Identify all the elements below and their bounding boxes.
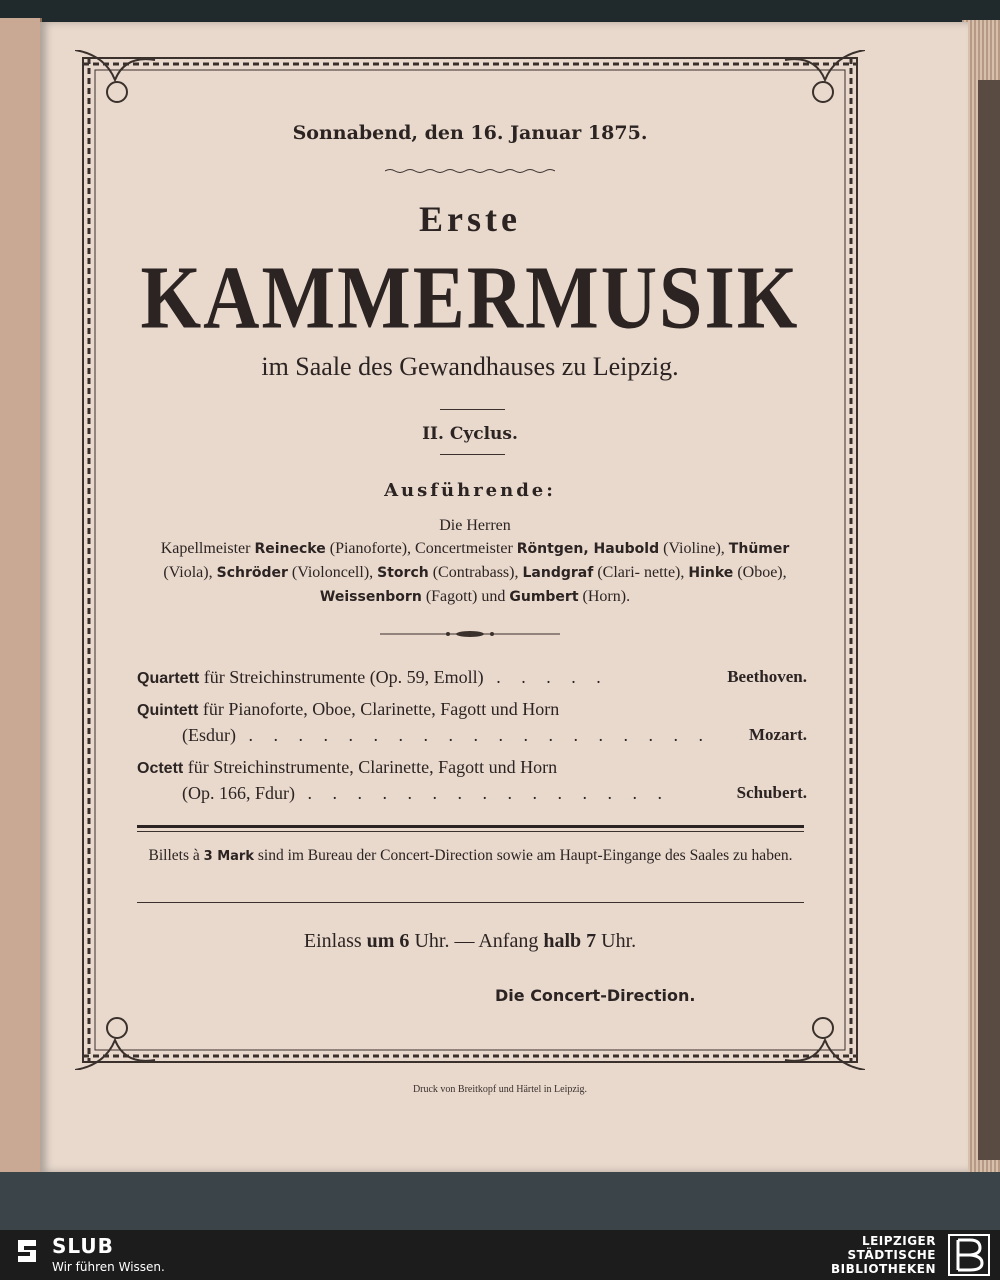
performer-name: Reinecke — [254, 541, 326, 557]
performer-instrument: (Fagott) und — [421, 588, 510, 605]
performer-name: Röntgen, Haubold — [516, 541, 660, 557]
work-title: Quartett — [137, 670, 200, 687]
work-title: Octett — [137, 760, 184, 777]
left-page-edge — [0, 18, 42, 1188]
work-key: (Op. 166, Fdur) — [182, 783, 295, 803]
performer-instrument: (Oboe), — [733, 564, 787, 581]
performer-instrument: (Horn). — [578, 588, 631, 605]
performer-name: Hinke — [688, 565, 734, 581]
performer-instrument: (Violoncell), — [287, 564, 378, 581]
lsb-name: LEIPZIGER STÄDTISCHE BIBLIOTHEKEN — [830, 1234, 936, 1276]
performer-name: Weissenborn — [319, 589, 422, 605]
venue-subtitle: im Saale des Gewandhauses zu Leipzig. — [261, 352, 679, 381]
performer-name: Thümer — [728, 541, 790, 557]
divider — [440, 409, 505, 410]
performer-name: Storch — [377, 565, 429, 581]
performers-body — [135, 537, 815, 609]
concert-date: Sonnabend, den 16. Januar 1875. — [292, 122, 648, 144]
composer: Schubert. — [736, 783, 807, 802]
work-detail: für Streichinstrumente, Clarinette, Fagott und Horn — [183, 757, 558, 777]
performer-role: Kapellmeister — [160, 540, 255, 557]
thin-rule — [137, 902, 804, 903]
leader-dots: . . . . . — [483, 667, 609, 687]
book-board — [0, 1172, 1000, 1230]
thin-rule — [137, 831, 804, 832]
performer-instrument: (Clari- nette), — [593, 564, 689, 581]
program-item: Quintett für Pianoforte, Oboe, Clarinette, Fagott und Horn (Esdur) . . . . . . . . . . . . . . . . . . . Mozart. — [137, 696, 807, 748]
work-title: Quintett — [137, 702, 199, 719]
performer-name: Gumbert — [509, 589, 579, 605]
slub-name: SLUB — [52, 1234, 114, 1258]
performers-list — [135, 514, 815, 609]
signature: Die Concert-Direction. — [495, 986, 696, 1005]
composer: Beethoven. — [727, 667, 807, 686]
program-list — [137, 664, 807, 812]
performer-name: Schröder — [216, 565, 288, 581]
performers-intro: Die Herren — [439, 517, 511, 534]
concert-number: Erste — [419, 199, 521, 239]
composer: Mozart. — [748, 725, 807, 744]
performer-instrument: (Violine), — [659, 540, 725, 557]
wavy-divider — [385, 168, 555, 174]
book-cover-edge — [978, 80, 1000, 1160]
performer-name: Landgraf — [522, 565, 594, 581]
program-item — [137, 664, 807, 690]
lsb-logo-icon — [948, 1234, 990, 1276]
printer-note: Druck von Breitkopf und Härtel in Leipzig. — [412, 1084, 588, 1095]
ticket-info: Billets à 3 Mark sind im Bureau der Concert-Direction sowie am Haupt-Eingange des Saales zu haben. — [148, 847, 793, 864]
performer-instrument: (Contrabass), — [428, 564, 523, 581]
slub-tagline: Wir führen Wissen. — [52, 1260, 165, 1274]
performer-instrument: (Pianoforte), Concertmeister — [325, 540, 517, 557]
work-key: (Esdur) — [182, 725, 236, 745]
divider — [440, 454, 505, 455]
work-detail: für Streichinstrumente (Op. 59, Emoll) — [199, 667, 484, 687]
slub-logo-icon — [16, 1238, 38, 1264]
cycle-label: II. Cyclus. — [422, 424, 518, 444]
footer-bar — [0, 1230, 1000, 1280]
program-content — [75, 50, 865, 1070]
work-detail: für Pianoforte, Oboe, Clarinette, Fagott und Horn — [198, 699, 560, 719]
ornament-divider — [380, 630, 560, 638]
performer-instrument: (Viola), — [163, 564, 217, 581]
page-title: KAMMERMUSIK — [140, 247, 800, 348]
program-item: Octett für Streichinstrumente, Clarinette, Fagott und Horn (Op. 166, Fdur) . . . . . . . . . . . . . . . Schubert. — [137, 754, 807, 806]
thick-rule — [137, 825, 804, 828]
admission-time: Einlass um 6 Uhr. — Anfang halb 7 Uhr. — [303, 930, 637, 952]
performers-heading: Ausführende: — [384, 480, 556, 501]
